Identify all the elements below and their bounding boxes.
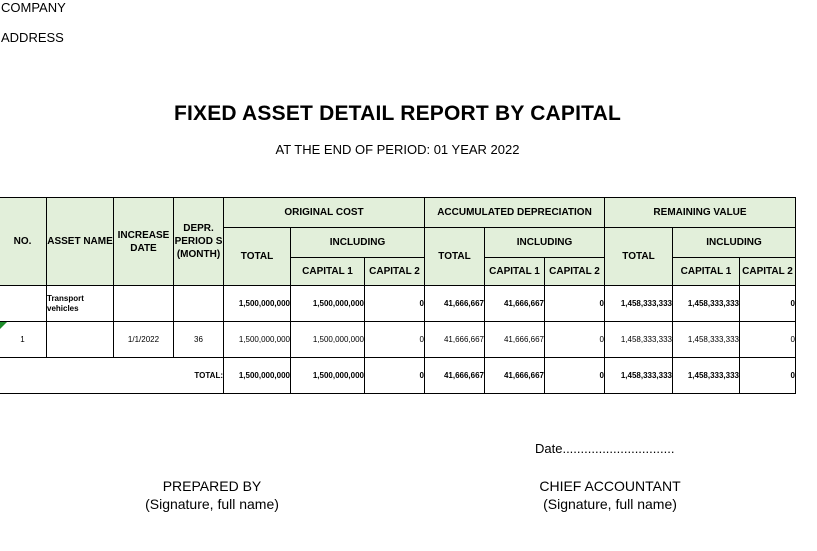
company-label: COMPANY <box>1 0 66 15</box>
cell-oc-capital-1: 1,500,000,000 <box>291 286 365 322</box>
cell-ad-capital-2: 0 <box>545 286 605 322</box>
cell-no <box>0 286 47 322</box>
report-title: FIXED ASSET DETAIL REPORT BY CAPITAL <box>173 102 622 125</box>
ad-capital-1-header: CAPITAL 1 <box>485 258 545 286</box>
cell-asset-name: Transport vehicles <box>47 286 114 322</box>
address-label: ADDRESS <box>1 30 64 45</box>
totals-label: TOTAL: <box>0 358 224 394</box>
prepared-by-signature: (Signature, full name) <box>145 496 279 512</box>
col-asset-name-header: ASSET NAME <box>47 198 114 286</box>
cell-asset-name <box>47 322 114 358</box>
ad-total-header: TOTAL <box>425 228 485 286</box>
rv-including-header: INCLUDING <box>673 228 796 258</box>
cell-ad-capital-2: 0 <box>545 322 605 358</box>
total-rv-capital-2: 0 <box>740 358 796 394</box>
col-depr-period-header: DEPR. PERIOD S (MONTH) <box>174 198 224 286</box>
cell-rv-capital-2: 0 <box>740 322 796 358</box>
cell-ad-total: 41,666,667 <box>425 286 485 322</box>
total-ad-capital-2: 0 <box>545 358 605 394</box>
cell-rv-capital-2: 0 <box>740 286 796 322</box>
cell-increase-date: 1/1/2022 <box>114 322 174 358</box>
total-rv-total: 1,458,333,333 <box>605 358 673 394</box>
chief-accountant-block <box>510 477 710 513</box>
oc-including-header: INCLUDING <box>291 228 425 258</box>
report-subtitle: AT THE END OF PERIOD: 01 YEAR 2022 <box>275 142 520 157</box>
cell-depr-period <box>174 286 224 322</box>
oc-total-header: TOTAL <box>224 228 291 286</box>
cell-rv-capital-1: 1,458,333,333 <box>673 286 740 322</box>
rv-total-header: TOTAL <box>605 228 673 286</box>
oc-capital-2-header: CAPITAL 2 <box>365 258 425 286</box>
cell-rv-total: 1,458,333,333 <box>605 286 673 322</box>
cell-ad-capital-1: 41,666,667 <box>485 286 545 322</box>
remaining-value-header: REMAINING VALUE <box>605 198 796 228</box>
total-oc-total: 1,500,000,000 <box>224 358 291 394</box>
cell-oc-capital-2: 0 <box>365 286 425 322</box>
cell-ad-total: 41,666,667 <box>425 322 485 358</box>
cell-oc-capital-2: 0 <box>365 322 425 358</box>
cell-oc-total: 1,500,000,000 <box>224 286 291 322</box>
original-cost-header: ORIGINAL COST <box>224 198 425 228</box>
accumulated-depreciation-header: ACCUMULATED DEPRECIATION <box>425 198 605 228</box>
cell-increase-date <box>114 286 174 322</box>
prepared-by-label: PREPARED BY <box>162 478 262 494</box>
ad-capital-2-header: CAPITAL 2 <box>545 258 605 286</box>
col-increase-date-header: INCREASE DATE <box>114 198 174 286</box>
chief-accountant-signature: (Signature, full name) <box>543 496 677 512</box>
ad-including-header: INCLUDING <box>485 228 605 258</box>
total-ad-total: 41,666,667 <box>425 358 485 394</box>
asset-report-table <box>0 197 796 394</box>
cell-oc-capital-1: 1,500,000,000 <box>291 322 365 358</box>
table-row <box>0 322 796 358</box>
total-rv-capital-1: 1,458,333,333 <box>673 358 740 394</box>
col-no-header: NO. <box>0 198 47 286</box>
cell-ad-capital-1: 41,666,667 <box>485 322 545 358</box>
prepared-by-block <box>112 477 312 513</box>
cell-no: 1 <box>0 322 47 358</box>
chief-accountant-label: CHIEF ACCOUNTANT <box>539 478 681 494</box>
totals-row <box>0 358 796 394</box>
cell-depr-period: 36 <box>174 322 224 358</box>
rv-capital-1-header: CAPITAL 1 <box>673 258 740 286</box>
date-line: Date............................... <box>535 441 675 456</box>
total-ad-capital-1: 41,666,667 <box>485 358 545 394</box>
rv-capital-2-header: CAPITAL 2 <box>740 258 796 286</box>
table-row <box>0 286 796 322</box>
total-oc-capital-1: 1,500,000,000 <box>291 358 365 394</box>
cell-rv-capital-1: 1,458,333,333 <box>673 322 740 358</box>
cell-oc-total: 1,500,000,000 <box>224 322 291 358</box>
total-oc-capital-2: 0 <box>365 358 425 394</box>
cell-rv-total: 1,458,333,333 <box>605 322 673 358</box>
cell-comment-marker <box>0 322 7 329</box>
oc-capital-1-header: CAPITAL 1 <box>291 258 365 286</box>
